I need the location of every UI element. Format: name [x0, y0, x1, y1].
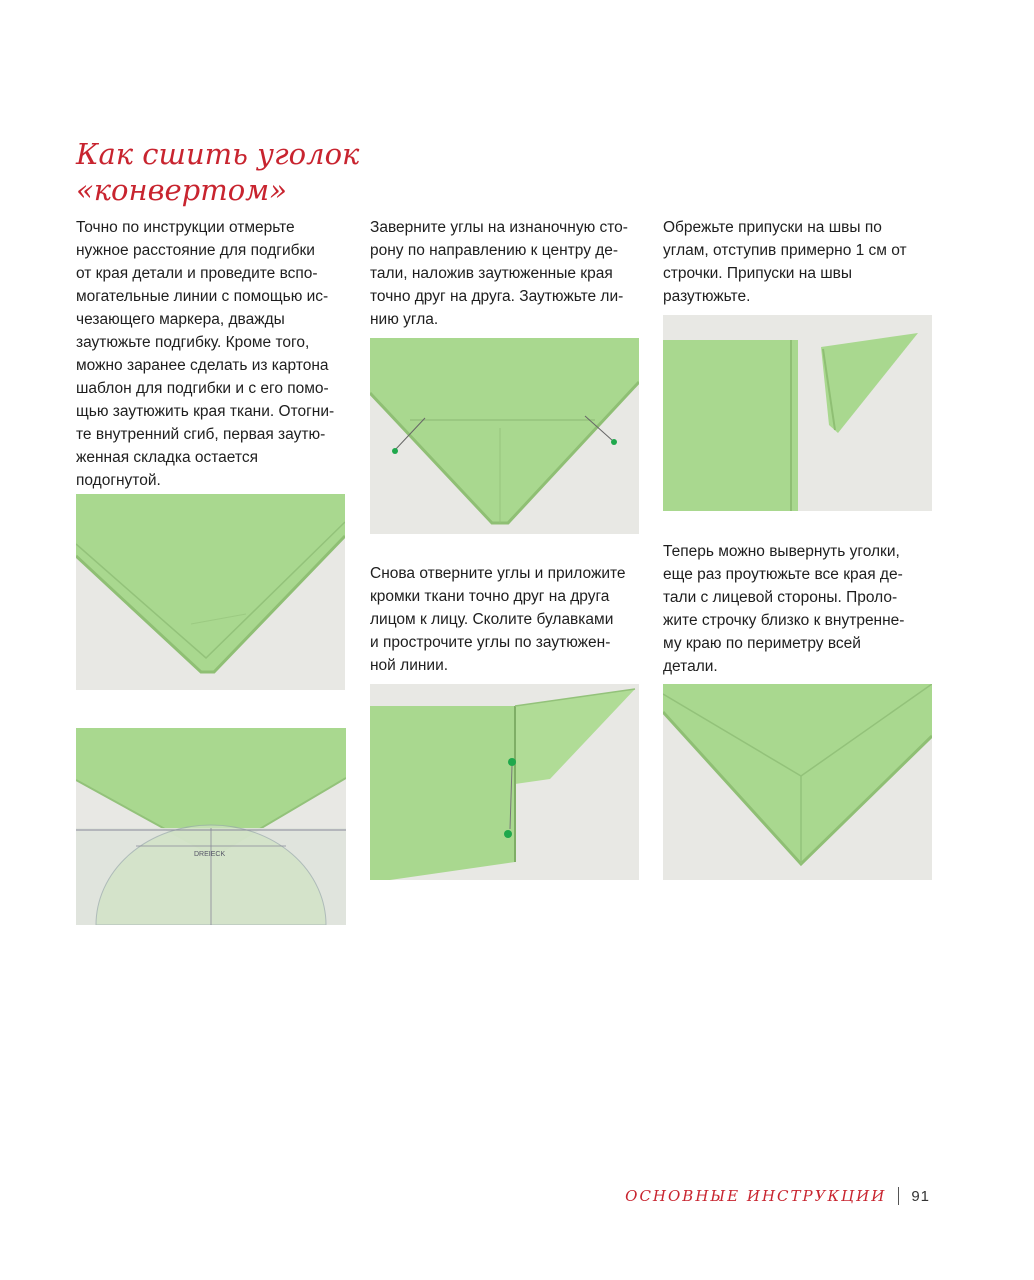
- step-3-text: Снова отверните углы и приложите кромки ткани точно друг на друга лицом к лицу. Сколите булавками и прострочите углы по заутюжен- ной линии.: [370, 565, 626, 674]
- step-2-text: Заверните углы на изнаночную сто- рону по направлению к центру де- тали, наложив заутюженные края точно друг на друга. Заутюжьте ли- нию угла.: [370, 219, 628, 328]
- photo-step-5: [663, 684, 932, 880]
- page-number: 91: [911, 1187, 930, 1205]
- photo-step-2: [370, 338, 639, 534]
- title-line-1: Как сшить уголок: [76, 137, 360, 171]
- photo-step-1: [76, 494, 345, 690]
- step-1-text: Точно по инструкции отмерьте нужное расстояние для подгибки от края детали и проведите вспо- могательные линии с помощью ис- чезающего маркера, дважды заутюжьте подгибку. Кроме того, можно заранее сделать из картона шаблон для подгибки и с его помо- щью заутюжить края ткани. Отогни- те внутренний сгиб, первая заутю- женная складка остается подогнутой.: [76, 219, 335, 489]
- footer-section: ОСНОВНЫЕ ИНСТРУКЦИИ: [625, 1187, 887, 1205]
- step-5-text: Теперь можно вывернуть уголки, еще раз проутюжьте все края де- тали с лицевой стороны. Проло- жите строчку близко к внутренне- му краю по периметру всей детали.: [663, 543, 905, 675]
- photo-step-1-ruler: [76, 728, 346, 925]
- ruler-label: DREIECK: [194, 851, 226, 858]
- photo-step-3: [370, 684, 639, 880]
- footer-divider: [898, 1187, 899, 1205]
- page-title: [76, 136, 376, 208]
- title-line-2: «конвертом»: [76, 173, 287, 207]
- page-footer: [625, 1187, 930, 1205]
- photo-step-4: [663, 315, 932, 511]
- step-4-text: Обрежьте припуски на швы по углам, отступив примерно 1 см от строчки. Припуски на швы разутюжьте.: [663, 219, 907, 305]
